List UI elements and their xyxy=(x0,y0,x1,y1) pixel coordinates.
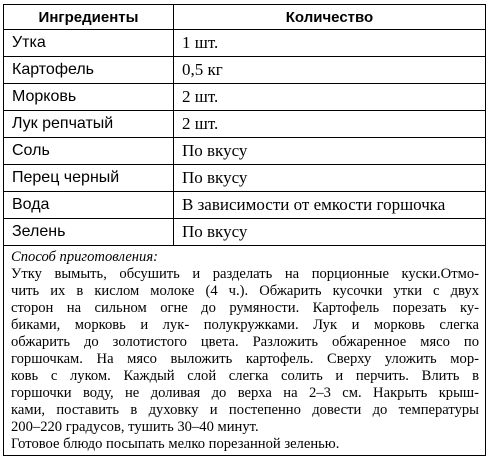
ingredient-cell: Перец черный xyxy=(4,165,174,192)
ingredient-cell: Лук репчатый xyxy=(4,111,174,138)
method-cell xyxy=(4,246,486,456)
ingredient-cell: Соль xyxy=(4,138,174,165)
ingredient-cell: Картофель xyxy=(4,57,174,84)
amount-cell: По вкусу xyxy=(174,165,486,192)
table-row xyxy=(4,138,486,165)
method-line: горшочкам. На мясо выложить картофель. Сверху уложить мор- xyxy=(11,351,479,367)
method-line: 200–220 градусов, тушить 30–40 минут. xyxy=(11,419,259,435)
method-line: обжарить до золотистого цвета. Разложить обжаренное мясо по xyxy=(11,334,479,350)
amount-cell: В зависимости от емкости горшочка xyxy=(174,192,486,219)
table-row xyxy=(4,84,486,111)
table-header-row xyxy=(4,5,486,30)
method-line: ковь с луком. Каждый слой слегка солить и перчить. Влить в xyxy=(11,368,479,384)
table-row xyxy=(4,57,486,84)
ingredient-cell: Утка xyxy=(4,30,174,57)
method-line: горшочки воду, не доливая до верха на 2–3 см. Накрыть крыш- xyxy=(11,385,479,401)
ingredient-cell: Вода xyxy=(4,192,174,219)
header-quantity: Количество xyxy=(174,5,486,30)
recipe-table xyxy=(3,4,486,456)
method-line: сторон на сильном огне до румяности. Картофель порезать ку- xyxy=(11,300,479,316)
header-ingredients: Ингредиенты xyxy=(4,5,174,30)
method-title: Способ приготовления: xyxy=(11,249,158,265)
table-row xyxy=(4,192,486,219)
table-row xyxy=(4,219,486,246)
ingredient-cell: Морковь xyxy=(4,84,174,111)
amount-cell: 0,5 кг xyxy=(174,57,486,84)
amount-cell: По вкусу xyxy=(174,138,486,165)
amount-cell: По вкусу xyxy=(174,219,486,246)
table-row xyxy=(4,30,486,57)
amount-cell: 1 шт. xyxy=(174,30,486,57)
table-row xyxy=(4,165,486,192)
method-line: Утку вымыть, обсушить и разделать на порционные куски.Отмо- xyxy=(11,266,479,282)
method-line: чить их в кислом молоке (4 ч.). Обжарить кусочки утки с двух xyxy=(11,283,479,299)
amount-cell: 2 шт. xyxy=(174,84,486,111)
amount-cell: 2 шт. xyxy=(174,111,486,138)
table-row xyxy=(4,111,486,138)
method-row xyxy=(4,246,486,456)
ingredient-cell: Зелень xyxy=(4,219,174,246)
method-line: Готовое блюдо посыпать мелко порезанной зеленью. xyxy=(11,436,340,452)
method-line: биками, морковь и лук- полукружками. Лук и морковь слегка xyxy=(11,317,479,333)
method-line: ками, поставить в духовку и постепенно довести до температуры xyxy=(11,402,479,418)
